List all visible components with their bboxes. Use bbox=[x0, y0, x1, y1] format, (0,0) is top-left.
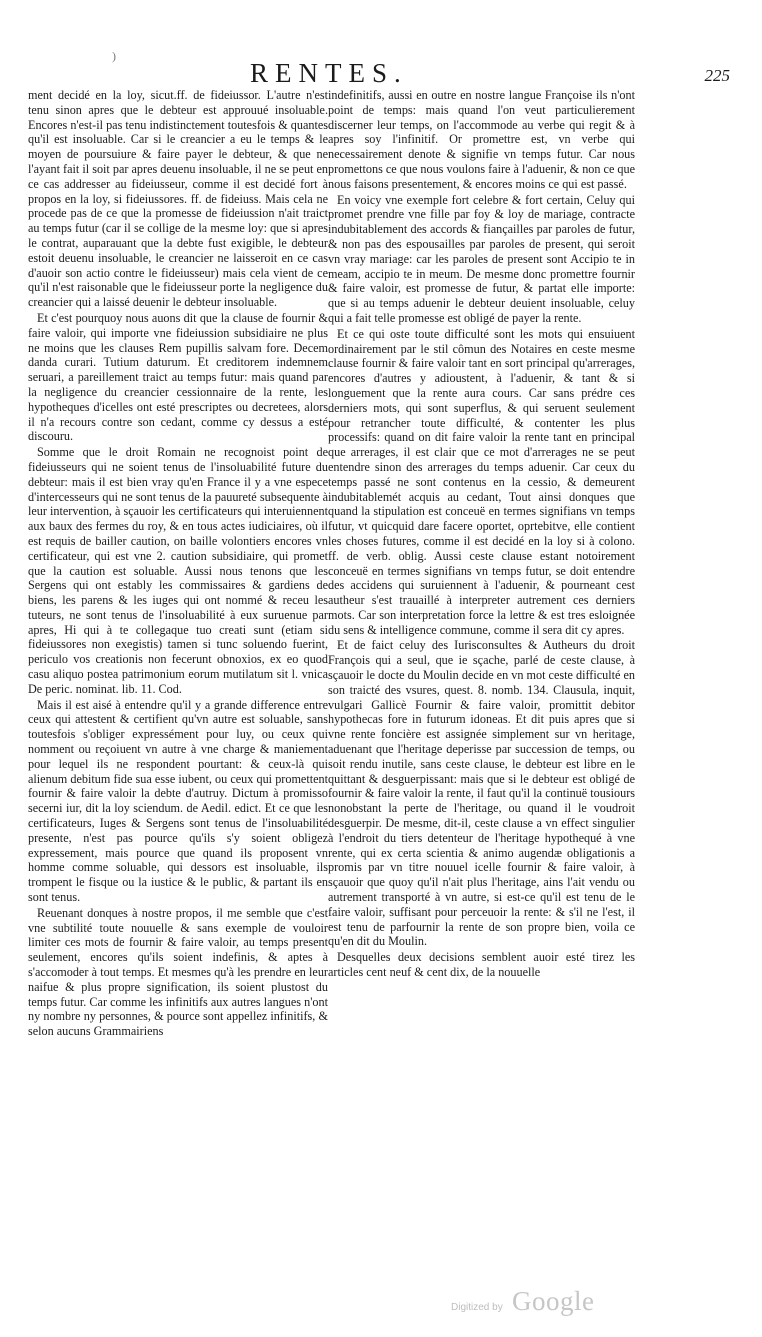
paragraph: Et ce qui oste toute difficulté sont les mots qui ensuiuent ordinairement par le stil cômun des Notaires en ceste mesme clause fournir & faire valoir tant en sort principal qu'arrerages, encores d'autres y adioustent, à l'aduenir, & tant & si longuement que la rente aura cours. Car sans prédre ces derniers mots, qui sont superflus, & qui seruent seulement pour retrancher toute difficulté, & contenter les plus processifs: quand on dit faire valoir la rente tant en principal que arrerages, il est clair que ce mot d'arrerages ne se peut entendre sinon des arrerages du temps aduenir. Car ceux du temps passé ne sont contenus en la cessio, & demeurent indubitablemét acquis au cedant, Tout ainsi donques que quand la stipulation est conceuë en termes signifians vn temps futur, vt quicquid dare facere oportet, oprtebitve, elle contient les choses futures, comme il est decidé en la loy si à colono. ff. de verb. oblig. Aussi ceste clause estant notoirement conceuë en termes signifians vn temps futur, se doit entendre des accidens qui suruiennent à l'aduenir, & pourneant cest autheur s'est trauaillé à interpreter autrement ces derniers mots. Car son interpretation force la lettre & est tres esloignée du sens & intelligence commune, comme il sera dit cy apres. bbox=[328, 326, 635, 637]
digitized-label: Digitized by bbox=[451, 1302, 503, 1313]
paragraph: Desquelles deux decisions semblent auoir esté tirez les articles cent neuf & cent dix, de la nouuelle bbox=[328, 950, 635, 980]
right-column bbox=[328, 88, 635, 981]
left-column bbox=[28, 88, 328, 1040]
paragraph: En voicy vne exemple fort celebre & fort certain, Celuy qui promet prendre vne fille par foy & loy de mariage, contracte indubitablement des accords & fiançailles par paroles de futur, & non pas des espousailles par paroles de present, qui seroit vn vray mariage: car les paroles de present sont Accipio te in meam, accipio te in meum. De mesme donc promettre fournir & faire valoir, est promesse de futur, & partat elle importe: que si au temps aduenir le debteur deuient insoluable, celuy qui a fait telle promesse est obligé de payer la rente. bbox=[328, 192, 635, 325]
paragraph: Et de faict celuy des Iurisconsultes & Autheurs du droit François qui a seul, que ie sçache, parlé de ceste clause, à sçauoir le docte du Moulin decide en vn mot ceste difficulté en son traicté des vsures, quest. 8. nomb. 134. Clausula, inquit, vulgari Gallicè Fournir & faire valoir, promittit debitor hypothecas fore in futurum idoneas. Et dit puis apres que si vne rente foncière est assignée simplement sur vn heritage, aduenant que l'heritage deperisse par succession de temps, ou soit rendu inutile, sans ceste clause, le debteur est libre en le quittant & desguerpissant: mais que si le debteur est obligé de fournir & faire valoir la rente, il faut qu'il la continuë tousiours nonobstant la perte de l'heritage, ou quand il le voudroit desguerpir. De mesme, dit-il, ceste clause a vn effect singulier à l'endroit du tiers detenteur de l'heritage hypothequé à vne rente, qui ex certa scientia & animo augendæ obligationis a promis par vn titre nouuel icelle fournir & faire valoir, à sçauoir que quoy qu'il n'ait plus l'heritage, ains l'ait vendu ou autrement transporté à vn autre, si est-ce qu'il est tenu de le faire valoir, suffisant pour perceuoir la rente: & s'il ne l'est, il est tenu de parfournir la rente de son propre bien, voila ce qu'en dit du Moulin. bbox=[328, 638, 635, 949]
google-logo: Google bbox=[512, 1286, 595, 1316]
paragraph: Somme que le droit Romain ne recognoist point de fideiusseurs qui ne soient tenus de l'insoluabilité future du debteur: mais il est bien vray qu'en France il y a vne espece d'intercesseurs qui ne sont tenus de la pauureté subsequente à leur intervention, à sçauoir les certificateurs qui interuiennent aux baux des fermes du roy, & en tous actes iudiciaires, où il est requis de bailler caution, on baille volontiers encores vn certificateur, qui est vne 2. caution subsidiaire, qui promet que la caution est soluable. Aussi nous tenons que les Sergens qui ont estably les commissaires & gardiens de biens, les parens & les iuges qui ont nommé & receu les tuteurs, ne sont tenus de l'insoluabilité à eux suruenue par apres, Hi qui à te collegaque tuo creati sunt (etiam si fideiussores non exegistis) tamen si tunc soluendo fuerint, periculo vos creationis non fecerunt obnoxios, ex eo quod casu aliquo postea patrimonium eorum mutilatum sit l. vnica De peric. nominat. lib. 11. Cod. bbox=[28, 445, 328, 696]
paragraph: Mais il est aisé à entendre qu'il y a grande difference entre ceux qui attestent & certifient qu'vn autre est soluable, sans toutesfois s'obliger expressément pour luy, ou ceux qui nomment ou reçoiuent vn autre à vne charge & maniement pour lequel ils ne respondent pourtant: & ceux-là qui alienum debitum fide sua esse iubent, ou ceux qui promettent fournir & faire valoir la debte d'autruy. Dictum à promisso secerni iur, dit la loy sciendum. de Aedil. edict. Et ce que les certificateurs, Iuges & Sergens sont tenus de l'insoluabilité presente, n'est pas pource qu'ils s'y soient obligez expressement, mais pource que quand ils proposent vn homme comme soluable, qui dessors est insoluable, ils trompent le fisque ou la iustice & le public, & partant ils en sont tenus. bbox=[28, 697, 328, 905]
paragraph: Et c'est pourquoy nous auons dit que la clause de fournir & faire valoir, qui importe vne fideiussion subsidiaire ne plus ne moins que les clauses Rem pupillis salvam fore. Decem danda curari. Tutium daturum. Et creditorem indemnem seruari, a pareillement traict au temps futur: mais quand par la negligence du creancier cessionnaire de la rente, les hypotheques d'icelles ont esté prescriptes ou decretees, alors il n'a recours contre son cedant, comme cy dessus a esté discouru. bbox=[28, 310, 328, 444]
digitized-watermark bbox=[0, 1286, 762, 1326]
running-head-title: RENTES. bbox=[250, 58, 408, 88]
page-number: 225 bbox=[704, 66, 730, 85]
paragraph: ment decidé en la loy, sicut.ff. de fideiussor. L'autre n'est tenu sinon apres que le debteur est approuué insoluable. Encores n'est-il pas tenu indistinctement toutesfois & quantes qu'il est insoluable. Car si le creancier a eu le temps & le moyen de poursuiure & faire payer le debteur, & que ne l'ayant fait il soit par apres deuenu insoluable, il ne se peut en ce cas addresser au fideiusseur, comme il est decidé fort à propos en la loy, si fideiussores. ff. de fideiuss. Mais cela ne procede pas de ce que la promesse de fideiussion n'ait traict au temps futur (car il se collige de la mesme loy: que si apres le contrat, auparauant que la debte fust exigible, le debteur estoit deuenu insoluable, le creancier ne laisseroit en ce cas d'auoir son actio contre le fideiusseur) mais cela vient de ce qu'il n'est raisonable que le fideiusseur porte la negligence du creancier qui a laissé deuenir le debteur insoluable. bbox=[28, 88, 328, 310]
margin-mark: ) bbox=[112, 49, 116, 63]
running-head bbox=[0, 58, 762, 92]
paragraph: Reuenant donques à nostre propos, il me semble que c'est vne subtilité toute nouuelle & sans exemple de vouloir limiter ces mots de fournir & faire valoir, au temps present seulement, encores qu'ils soient indefinis, & aptes à s'accomoder à tout temps. Et mesmes qu'à les prendre en leur naifue & plus propre signification, ils soient plustost du temps futur. Car comme les infinitifs aux autres langues n'ont ny nombre ny personnes, & pource sont appellez infinitifs, & selon aucuns Grammairiens bbox=[28, 905, 328, 1039]
paragraph: indefinitifs, aussi en outre en nostre langue Françoise ils n'ont point de temps: mais quand l'on veut particulierement discerner leur temps, on l'accommode au verbe qui regit & à apres soy l'infinitif. Or promettre est, vn verbe qui necessairement denote & signifie vn temps futur. Car nous promettons ce que nous voulons faire à l'aduenir, & non ce que nous faisons presentement, & encores moins ce qui est passé. bbox=[328, 88, 635, 191]
